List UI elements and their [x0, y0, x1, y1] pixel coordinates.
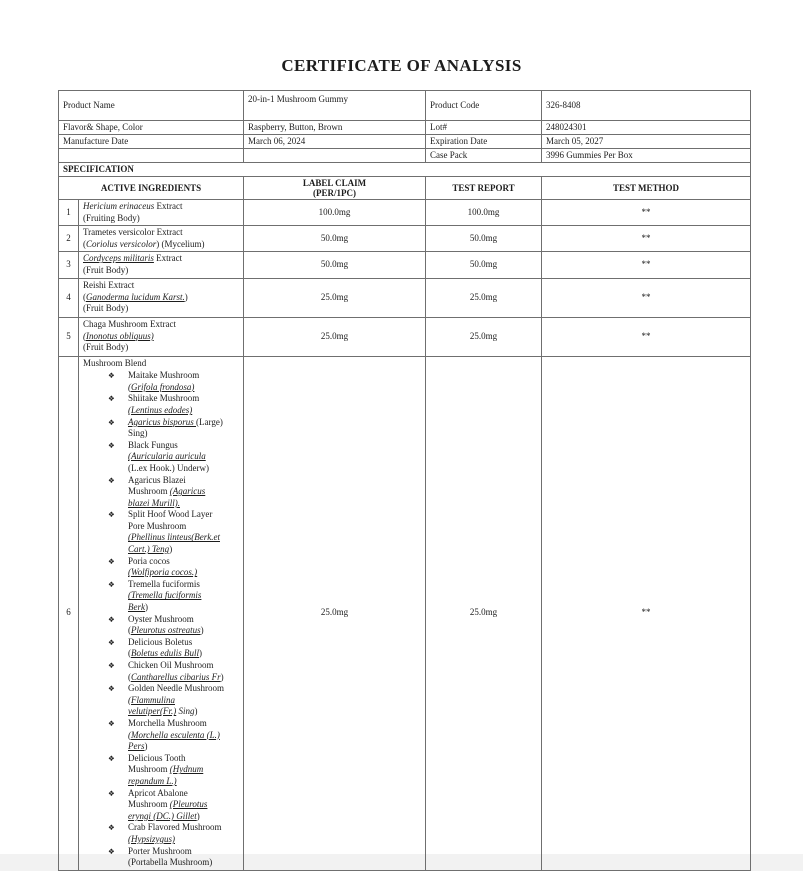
test-method-cell: **	[542, 200, 751, 226]
scientific-name: Boletus edulis Bull	[131, 648, 199, 659]
diamond-bullet-icon: ❖	[108, 394, 115, 404]
name-line	[128, 683, 241, 695]
row-number-cell: 4	[59, 278, 79, 317]
label-claim-cell: 25.0mg	[244, 356, 426, 870]
name-text: Mushroom	[128, 764, 170, 775]
name-line	[128, 637, 241, 649]
diamond-bullet-icon: ❖	[108, 417, 115, 427]
blend-list-item	[108, 475, 241, 510]
info-label-cell: Flavor& Shape, Color	[59, 121, 244, 135]
name-line	[128, 846, 241, 858]
scientific-name: (Agaricus	[169, 486, 206, 497]
name-line	[128, 463, 241, 475]
scientific-name: repandum L.)	[128, 775, 177, 786]
test-report-cell: 50.0mg	[426, 252, 542, 278]
name-text: (	[83, 291, 86, 302]
name-line	[83, 280, 241, 292]
name-text: ) (Mycelium)	[156, 238, 205, 249]
scientific-name: (Tremella fuciformis	[128, 590, 202, 601]
blend-item-text	[128, 370, 241, 393]
name-text: (	[83, 238, 86, 249]
diamond-bullet-icon: ❖	[108, 556, 115, 566]
name-text: Crab Flavored Mushroom	[128, 822, 222, 833]
name-text: Apricot Abalone	[128, 787, 188, 798]
test-method-cell: **	[542, 356, 751, 870]
name-line	[128, 741, 241, 753]
scientific-name: eryngi (DC.) Gillet	[128, 810, 197, 821]
diamond-bullet-icon: ❖	[108, 440, 115, 450]
row-number-cell: 2	[59, 226, 79, 252]
name-text: Delicious Tooth	[128, 752, 186, 763]
blend-item-text	[128, 718, 241, 753]
scientific-name: velutiper(Fr.)	[128, 706, 177, 717]
name-line	[128, 834, 241, 846]
name-line	[83, 265, 241, 277]
diamond-bullet-icon: ❖	[108, 823, 115, 833]
ingredient-name-cell	[79, 226, 244, 252]
label-claim-cell: 100.0mg	[244, 200, 426, 226]
scientific-name: Agaricus bisporus	[128, 416, 197, 427]
col-header-active-ingredients: ACTIVE INGREDIENTS	[59, 177, 244, 200]
scientific-name: Sing	[176, 706, 195, 717]
scientific-name: (Inonotus obliquus)	[83, 330, 154, 341]
col-header-test-report: TEST REPORT	[426, 177, 542, 200]
name-line	[128, 579, 241, 591]
name-text: (	[128, 625, 131, 636]
name-text: (Fruit Body)	[83, 264, 129, 275]
name-line	[128, 440, 241, 452]
name-text: )	[169, 544, 173, 555]
name-line	[128, 730, 241, 742]
test-method-cell: **	[542, 317, 751, 356]
scientific-name: (Morchella esculenta (L.)	[128, 729, 220, 740]
info-value-cell: Raspberry, Button, Brown	[244, 121, 426, 135]
scientific-name: (Hydnum	[169, 764, 204, 775]
specification-label: SPECIFICATION	[59, 163, 751, 177]
scientific-name: (Flammulina	[128, 694, 175, 705]
name-line	[83, 292, 241, 304]
row-number-cell: 5	[59, 317, 79, 356]
scientific-name: (Hypsizygus)	[128, 833, 175, 844]
blend-list-item	[108, 614, 241, 637]
test-report-cell: 25.0mg	[426, 356, 542, 870]
scientific-name: Berk	[128, 602, 145, 613]
blend-item-text	[128, 660, 241, 683]
diamond-bullet-icon: ❖	[108, 788, 115, 798]
blend-list-item	[108, 660, 241, 683]
ingredient-name-cell	[79, 317, 244, 356]
info-row	[59, 91, 751, 121]
name-line	[128, 788, 241, 800]
name-text: Tremella fuciformis	[128, 578, 200, 589]
diamond-bullet-icon: ❖	[108, 637, 115, 647]
test-report-cell: 25.0mg	[426, 278, 542, 317]
info-row	[59, 149, 751, 163]
name-text: Chaga Mushroom Extract	[83, 319, 176, 330]
name-text: Pore Mushroom	[128, 520, 187, 531]
info-label-cell: Manufacture Date	[59, 135, 244, 149]
scientific-name: Pleurotus ostreatus	[131, 625, 201, 636]
scientific-name: (Wolfiporia cocos.)	[128, 567, 198, 578]
info-value-cell: 3996 Gummies Per Box	[542, 149, 751, 163]
name-text: (	[128, 648, 131, 659]
name-line	[128, 475, 241, 487]
test-report-cell: 50.0mg	[426, 226, 542, 252]
diamond-bullet-icon: ❖	[108, 684, 115, 694]
name-line	[83, 227, 241, 239]
name-text: Chicken Oil Mushroom	[128, 660, 214, 670]
name-line	[83, 303, 241, 315]
name-text: (	[128, 671, 131, 682]
name-text: )	[194, 706, 198, 717]
name-text: )	[199, 648, 202, 659]
test-method-cell: **	[542, 226, 751, 252]
ingredient-name-cell	[79, 200, 244, 226]
scientific-name: (Pleurotus	[169, 799, 208, 810]
name-text: Split Hoof Wood Layer	[128, 509, 213, 520]
scientific-name: blazei Murill).	[128, 497, 180, 508]
name-line	[128, 602, 241, 614]
blend-item-text	[128, 579, 241, 614]
name-line	[128, 625, 241, 637]
name-text: Poria cocos	[128, 555, 170, 566]
ingredient-name-cell	[79, 252, 244, 278]
scientific-name: (Lentinus edodes)	[128, 404, 193, 415]
name-text: )	[200, 625, 204, 636]
name-line	[128, 764, 241, 776]
blend-item-text	[128, 683, 241, 718]
spec-header-row	[59, 177, 751, 200]
name-text: Agaricus Blazei	[128, 474, 186, 485]
ingredient-name-cell	[79, 278, 244, 317]
name-line	[128, 521, 241, 533]
info-row	[59, 135, 751, 149]
scientific-name: Cordyceps militaris	[83, 253, 154, 264]
blend-item-text	[128, 753, 241, 788]
label-claim-cell: 50.0mg	[244, 252, 426, 278]
name-line	[128, 509, 241, 521]
info-label-cell	[59, 149, 244, 163]
blend-list-item	[108, 509, 241, 555]
blend-item-text	[128, 846, 241, 869]
diamond-bullet-icon: ❖	[108, 579, 115, 589]
name-text: Shiitake Mushroom	[128, 393, 200, 404]
scientific-name: Ganoderma lucidum Karst.	[86, 291, 185, 302]
blend-list-item	[108, 822, 241, 845]
name-line	[128, 370, 241, 382]
name-line	[128, 672, 241, 684]
test-method-cell: **	[542, 252, 751, 278]
name-text: (Portabella Mushroom)	[128, 857, 213, 868]
blend-list-item	[108, 579, 241, 614]
name-line	[128, 660, 241, 672]
name-line	[128, 556, 241, 568]
row-number-cell: 3	[59, 252, 79, 278]
blend-item-text	[128, 637, 241, 660]
name-line	[128, 428, 241, 440]
test-report-cell: 25.0mg	[426, 317, 542, 356]
name-line	[83, 331, 241, 343]
scientific-name: Cantharellus cibarius Fr	[131, 671, 221, 682]
row-number-cell: 6	[59, 356, 79, 870]
blend-item-text	[128, 440, 241, 475]
name-line	[128, 706, 241, 718]
ingredient-name-cell	[79, 356, 244, 870]
info-value-cell: 248024301	[542, 121, 751, 135]
blend-list-item	[108, 753, 241, 788]
name-line	[128, 776, 241, 788]
diamond-bullet-icon: ❖	[108, 475, 115, 485]
label-claim-cell: 25.0mg	[244, 317, 426, 356]
info-label-cell: Product Name	[59, 91, 244, 121]
blend-item-text	[128, 822, 241, 845]
label-claim-line2: (PER/1PC)	[313, 188, 356, 198]
name-line	[83, 201, 241, 213]
blend-list-item	[108, 637, 241, 660]
blend-title: Mushroom Blend	[83, 357, 147, 368]
name-line	[128, 753, 241, 765]
spec-row	[59, 278, 751, 317]
name-text: Mushroom	[128, 799, 170, 810]
scientific-name: Pers	[128, 741, 145, 752]
scientific-name: (Phellinus linteus(Berk.et	[128, 532, 220, 543]
blend-list-item	[108, 370, 241, 393]
blend-list-item	[108, 393, 241, 416]
diamond-bullet-icon: ❖	[108, 614, 115, 624]
name-text: (Fruiting Body)	[83, 212, 140, 223]
blend-list-item	[108, 846, 241, 869]
specification-band	[59, 163, 751, 177]
name-text: )	[220, 671, 224, 682]
name-text: Oyster Mushroom	[128, 613, 194, 624]
name-line	[128, 544, 241, 556]
spec-row-blend	[59, 356, 751, 870]
scientific-name: (Auricularia auricula	[128, 451, 206, 462]
label-claim-line1: LABEL CLAIM	[302, 177, 367, 188]
name-line	[128, 382, 241, 394]
scientific-name: Coriolus versicolor	[86, 238, 157, 249]
info-value-cell: 326-8408	[542, 91, 751, 121]
test-method-cell: **	[542, 278, 751, 317]
diamond-bullet-icon: ❖	[108, 371, 115, 381]
info-value-cell: March 05, 2027	[542, 135, 751, 149]
name-line	[128, 393, 241, 405]
diamond-bullet-icon: ❖	[108, 846, 115, 856]
spec-row	[59, 252, 751, 278]
name-text: Maitake Mushroom	[128, 370, 200, 381]
name-text: )	[144, 741, 148, 752]
name-line	[128, 451, 241, 463]
info-label-cell: Product Code	[426, 91, 542, 121]
col-header-label-claim	[244, 177, 426, 200]
document-title: CERTIFICATE OF ANALYSIS	[281, 56, 522, 75]
name-text: )	[196, 810, 200, 821]
name-line	[83, 253, 241, 265]
name-text: Extract	[153, 253, 183, 264]
name-line	[128, 532, 241, 544]
name-line	[128, 648, 241, 660]
blend-list-item	[108, 417, 241, 440]
info-row	[59, 121, 751, 135]
test-report-cell: 100.0mg	[426, 200, 542, 226]
name-line	[83, 319, 241, 331]
blend-list-item	[108, 718, 241, 753]
name-text: Porter Mushroom	[128, 845, 192, 856]
info-value-cell: March 06, 2024	[244, 135, 426, 149]
name-line	[83, 239, 241, 251]
name-text: Mushroom	[128, 486, 170, 497]
spec-row	[59, 317, 751, 356]
name-line	[128, 417, 241, 429]
info-value-cell	[244, 149, 426, 163]
scientific-name: Cart.) Teng	[128, 544, 170, 555]
certificate-table	[58, 90, 751, 871]
info-value-cell: 20-in-1 Mushroom Gummy	[244, 91, 426, 121]
name-line	[128, 799, 241, 811]
name-line	[128, 614, 241, 626]
blend-item-text	[128, 475, 241, 510]
name-line	[128, 695, 241, 707]
name-line	[83, 213, 241, 225]
blend-list-item	[108, 788, 241, 823]
name-text: Reishi Extract	[83, 280, 135, 291]
spec-body	[59, 200, 751, 871]
name-line	[128, 590, 241, 602]
name-line	[128, 405, 241, 417]
name-line	[128, 567, 241, 579]
blend-item-text	[128, 788, 241, 823]
blend-item-text	[128, 556, 241, 579]
name-text: Sing)	[128, 428, 148, 439]
spec-row	[59, 200, 751, 226]
col-header-test-method: TEST METHOD	[542, 177, 751, 200]
name-text: (L.ex Hook.) Underw)	[128, 462, 209, 473]
row-number-cell: 1	[59, 200, 79, 226]
blend-item-text	[128, 509, 241, 555]
blend-list-item	[108, 683, 241, 718]
name-line	[83, 342, 241, 354]
name-line	[128, 822, 241, 834]
name-text: Extract	[154, 201, 183, 211]
name-line	[128, 811, 241, 823]
blend-item-text	[128, 393, 241, 416]
name-line	[128, 486, 241, 498]
blend-item-text	[128, 417, 241, 440]
name-text: (Fruit Body)	[83, 342, 129, 353]
product-info-body	[59, 91, 751, 163]
name-text: Black Fungus	[128, 439, 178, 450]
name-text: Trametes versicolor Extract	[83, 227, 183, 238]
info-label-cell: Expiration Date	[426, 135, 542, 149]
name-text: (Large)	[196, 416, 223, 427]
name-text: Golden Needle Mushroom	[128, 683, 224, 694]
name-text: )	[145, 602, 148, 613]
diamond-bullet-icon: ❖	[108, 753, 115, 763]
spec-row	[59, 226, 751, 252]
label-claim-cell: 50.0mg	[244, 226, 426, 252]
name-text: )	[184, 291, 188, 302]
diamond-bullet-icon: ❖	[108, 718, 115, 728]
name-line	[128, 718, 241, 730]
blend-item-text	[128, 614, 241, 637]
scientific-name: (Grifola frondosa)	[128, 381, 195, 392]
name-line	[128, 857, 241, 869]
info-label-cell: Lot#	[426, 121, 542, 135]
name-text: (Fruit Body)	[83, 303, 129, 314]
name-line	[128, 498, 241, 510]
info-label-cell: Case Pack	[426, 149, 542, 163]
blend-list-item	[108, 440, 241, 475]
scientific-name: Hericium erinaceus	[83, 201, 155, 211]
name-text: Delicious Boletus	[128, 636, 193, 647]
diamond-bullet-icon: ❖	[108, 510, 115, 520]
label-claim-cell: 25.0mg	[244, 278, 426, 317]
name-text: Morchella Mushroom	[128, 717, 207, 728]
diamond-bullet-icon: ❖	[108, 661, 115, 670]
blend-list-item	[108, 556, 241, 579]
